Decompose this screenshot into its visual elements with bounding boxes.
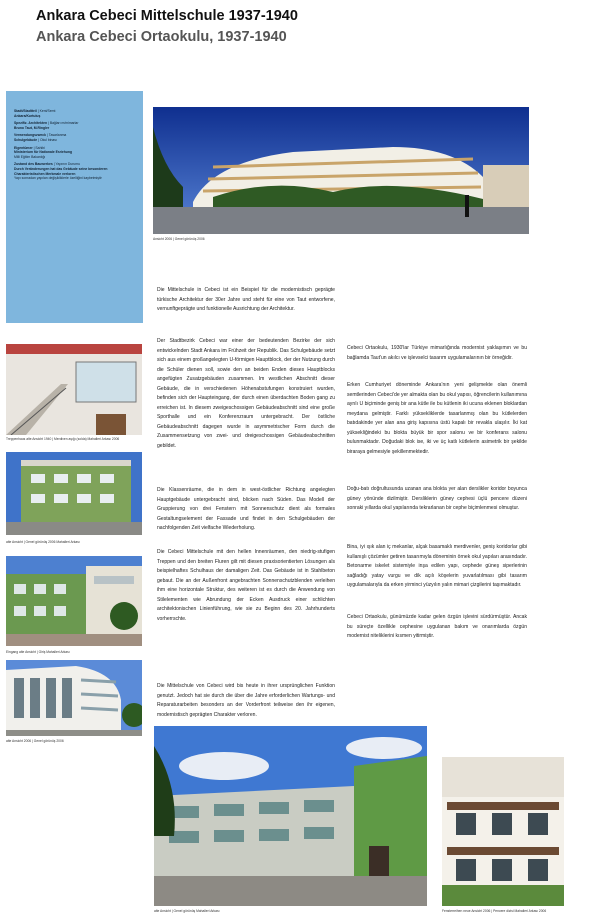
window-detail-caption: Fensterreihen neue Ansicht 2006 | Pencere dizisi Mahalleri Arkası 2006 xyxy=(442,909,547,913)
main-facade-photo xyxy=(154,726,427,906)
info-use: Verwendungszweck | Tasarlanma Schulgebäude | Okul binası xyxy=(14,133,67,142)
stair-caption: Treppenhaus alte Ansicht 1940 | Merdiven aşığı (solda) Mahalleri Arkası 2006 xyxy=(6,437,120,441)
info-box xyxy=(6,91,143,323)
text-de-today: Die Mittelschule von Cebeci wird bis heute in ihrer ursprünglichen Funktion genutzt. Jedoch hat sie durch die über die Jahre erforderlichen Wartungs- und Reparaturarbeiten besonders an der Vorderfront teilweise den ihr eigenen, modernistisch geprägten Charakter verloren. xyxy=(157,683,335,718)
entry-photo xyxy=(6,556,142,646)
stair-photo xyxy=(6,344,142,435)
text-tr-location: Erken Cumhuriyet döneminde Ankara'nın yeni gelişmekte olan önemli semtlerinden Cebeci'de yer almakta olan bu okul yapısı, öğrencilerin kullanımına ayrılı U biçiminde geniş bir ana kütle ile bu kütlenin iki ucuna eklenen bloklardan meydana gelmiştir. Farklı yüksekliklerde tasarlanmış olan bu kütlelerden batıdakinde yer alan ana giriş kapısına üstü kapalı bir revakla ulaşılır. İki kat yüksekliğindeki bu blokta büyük bir spor salonu ve bir konferans salonu bulunmaktadır. Doğudaki blok ise, iki ve üç katlı kütlelerin asimetrik bir şekilde biraraya gelmesiyle şekillenmektedir. xyxy=(347,382,527,455)
corner-photo xyxy=(6,660,142,736)
text-de-location: Der Stadtbezirk Cebeci war einer der bedeutenden Bezirke der sich entwickelnden Stadt Ankara im Frühzeit der Republik. Das Schulgebäude setzt sich aus einem großangelegten U-förmigen Hauptblock, der der Nutzung durch die Schüler dienen soll, sowie den an beiden Enden dieses Hauptblocks angefügten Zusatzgebäuden zusammen. Im westlichen Abschnitt dieser Gebäude, die in verschiedenen Höhenabstufungen konstruiert wurden, befinden sich der Haupteingang, der durch einen überdachten Boden gang zu erreichen ist. In diesem zweigeschossigen Gebäudeabschnitt sind eine große Sporthalle und ein Konferenzraum untergebracht. Der östliche Gebäudeabschnitt dagegen wurde in asymmetrischer Form durch die Zusammensetzung von zwei- und dreigeschossigen Gebäudeabschnitten gebildet. xyxy=(157,338,335,450)
text-de-construction: Die Cebeci Mittelschule mit den hellen Innenräumen, den niedrig-stufigen Treppen und den breiten Fluren gilt mit diesen praxisorientierten Lösungen als beispielhaftes Schulhaus der damaligen Zeit. Das Gebäude ist in Stahlbeton gebaut. Die an der Außenfront angebrachten Sonnenschutzblenden verleihen ihm eine horizontale Struktur, des weiteren ist es durch die Anwendung von Stilelementen wie Abrundung der Ecken Ausdruck einer schlichten architektonischen Linienführung, wie sie zu Beginn des 20. Jahrhunderts vorherrschte. xyxy=(157,549,335,622)
panorama-caption: Ansicht 2006 | Genel görünüş 2006 xyxy=(153,237,205,241)
page-subtitle: Ankara Cebeci Ortaokulu, 1937-1940 xyxy=(36,29,287,45)
info-condition: Zustand des Bauwerkes | Yapının Durumu Durch Veränderungen hat das Gebäude seine besonderen Charakteristischen Merkmale verloren Yapı sonradan yapılan değişikliklerle özelliğini kaybetmiştir xyxy=(14,162,108,181)
info-location: Stadt/Stadtteil | Kent/Semt Ankara/Kurtuluş xyxy=(14,109,56,118)
text-tr-classrooms: Doğu-batı doğrultusunda uzanan ana blokta yer alan derslikler koridor boyunca güney yönünde dizilmiştir. Dersliklerin güney cephesi üçlü pencere düzeni sonraki yıllarda okul yapılarında tekrarlanan bir cephe biçimlenmesi olmuştur. xyxy=(347,486,527,512)
text-tr-today: Cebeci Ortaokulu, günümüzde kadar gelen özgün işlevini sürdürmüştür. Ancak bu süreçte özellikle cephesine uygulanan bakım ve onarımlarda özgün modernist niteliklerini kısmen yitirmiştir. xyxy=(347,614,527,640)
page-title: Ankara Cebeci Mittelschule 1937-1940 xyxy=(36,8,298,24)
text-tr-intro: Cebeci Ortaokulu, 1930'lar Türkiye mimarlığında modernist yaklaşımın ve bu bağlamda Taut'un akılcı ve işlevselci tasarım uygulamalarının bir örneğidir. xyxy=(347,345,527,361)
text-de-intro: Die Mittelschule in Cebeci ist ein Beispiel für die modernistisch geprägte türkische Architektur der 30er Jahre und steht für eine von Taut entworfene, vernunftgeprägte und funktionelle Ausrichtung der Architektur. xyxy=(157,287,335,313)
info-owner: Eigentümer | Sahibi Ministerium für Nationale Erziehung Milli Eğitim Bakanlığı xyxy=(14,145,73,159)
main-facade-caption: alte Ansicht | Genel görünüş Mahalleri Arkası xyxy=(154,909,220,913)
corner-caption: alte Ansicht 2006 | Genel görünüş 2006 xyxy=(6,739,64,743)
entry-caption: Eingang alte Ansicht | Giriş Mahalleri Arkası xyxy=(6,650,70,654)
text-de-classrooms: Die Klassenräume, die in dem in west-östlicher Richtung angelegten Hauptgebäude untergebracht sind, blicken nach Süden. Das Modell der Gruppierung von drei Fenstern mit Sonnenschutz dient als formales Gestaltungselement der Fassade und findet in den Schulgebäuden der nachfolgenden Zeit vielfache Wiederholung. xyxy=(157,487,335,532)
window-detail-photo xyxy=(442,757,564,906)
side-photo xyxy=(6,452,142,535)
side-caption: alte Ansicht | Genel görünüş 2006 Mahalleri Arkası xyxy=(6,540,80,544)
info-architect: Spezifiz. Architekten | Bağları m/mimarlar Bruno Taut, M.Ringler xyxy=(14,121,79,130)
text-tr-construction: Bina, iyi ışık alan iç mekanlar, alçak basamaklı merdivenler, geniş koridorlar gibi kullanışlı çözümler getiren tasarımıyla döneminin örnek okul yapıları arasındadır. Betonarme iskelet sistemiyle inşa edilen yapı, cephede güneş siperlerinin sağladığı yatay vurgu ve dik açılı köşelerin yuvarlatılması gibi tasarım uygulamalarıyla da erken yirminci yüzyılın yalın mimari çizgilerini taşımaktadır. xyxy=(347,544,527,589)
panorama-photo xyxy=(153,107,529,234)
